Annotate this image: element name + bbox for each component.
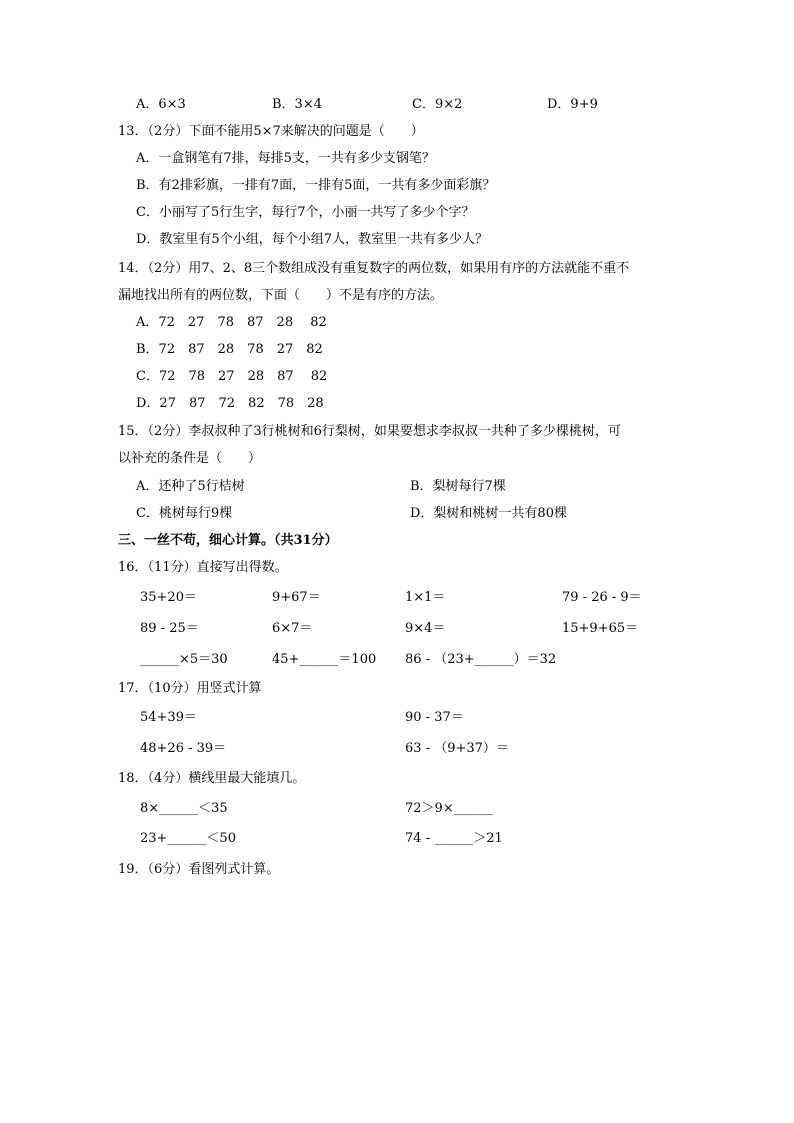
q12-option-d: D．9+9: [547, 97, 598, 112]
q12-option-c: C．9×2: [412, 97, 463, 112]
q12-option-b: B．3×4: [272, 97, 322, 112]
q13-option-b: B．有2排彩旗，一排有7面，一排有5面，一共有多少面彩旗？: [136, 178, 496, 193]
q15-option-c: C．桃树每行9棵: [136, 506, 233, 521]
q15-option-b: B．梨树每行7棵: [410, 479, 506, 494]
q16-stem: 16．（11分）直接写出得数。: [118, 560, 288, 575]
section-title: 三、一丝不苟，细心计算。（共31分）: [118, 533, 338, 548]
q15-option-d: D．梨树和桃树一共有80棵: [410, 506, 567, 521]
q13-option-d: D．教室里有5个小组，每个小组7人，教室里一共有多少人？: [136, 232, 488, 247]
q16-fill-item: ______×5＝30: [140, 652, 228, 667]
q16-item: 15+9+65＝: [562, 621, 639, 636]
q16-item: 89 - 25＝: [140, 621, 199, 636]
q14-option-b: B．72 87 28 78 27 82: [136, 342, 323, 357]
q15-stem-line1: 15．（2分）李叔叔种了3行桃树和6行梨树，如果要想求李叔叔一共种了多少棵桃树，可: [118, 424, 621, 439]
q16-item: 35+20＝: [140, 590, 197, 605]
q14-stem-line1: 14．（2分）用7、2、8三个数组成没有重复数字的两位数，如果用有序的方法就能不重不: [118, 261, 630, 276]
q18-item: 72＞9×______: [405, 801, 493, 816]
q15-stem-line2: 以补充的条件是（ ）: [118, 451, 262, 466]
q14-option-a: A．72 27 78 87 28 82: [136, 315, 327, 330]
q18-item: 8×______＜35: [140, 801, 228, 816]
q13-stem: 13．（2分）下面不能用5×7来解决的问题是（ ）: [118, 124, 424, 139]
q17-stem: 17．（10分）用竖式计算: [118, 681, 262, 696]
q12-option-a: A．6×3: [136, 97, 186, 112]
q13-option-a: A．一盒钢笔有7排，每排5支，一共有多少支钢笔？: [136, 151, 435, 166]
q13-option-c: C．小丽写了5行生字，每行7个，小丽一共写了多少个字？: [136, 205, 475, 220]
q17-item: 48+26 - 39＝: [140, 741, 227, 756]
q14-stem-line2: 漏地找出所有的两位数，下面（ ）不是有序的方法。: [118, 288, 444, 303]
q19-stem: 19．（6分）看图列式计算。: [118, 862, 280, 877]
q17-item: 54+39＝: [140, 710, 197, 725]
q15-option-a: A．还种了5行桔树: [136, 479, 245, 494]
q16-item: 9+67＝: [272, 590, 321, 605]
q17-item: 90 - 37＝: [405, 710, 464, 725]
q16-item: 1×1＝: [405, 590, 446, 605]
q16-fill-item: 86 - （23+______）＝32: [405, 652, 557, 667]
q16-fill-item: 45+______＝100: [272, 652, 377, 667]
q18-item: 23+______＜50: [140, 831, 236, 846]
q16-item: 9×4＝: [405, 621, 446, 636]
q16-item: 79 - 26 - 9＝: [562, 590, 642, 605]
q17-item: 63 - （9+37）＝: [405, 741, 509, 756]
q14-option-c: C．72 78 27 28 87 82: [136, 369, 328, 384]
q18-item: 74 - ______＞21: [405, 831, 503, 846]
q18-stem: 18．（4分）横线里最大能填几。: [118, 771, 306, 786]
q16-item: 6×7＝: [272, 621, 313, 636]
q14-option-d: D．27 87 72 82 78 28: [136, 396, 324, 411]
